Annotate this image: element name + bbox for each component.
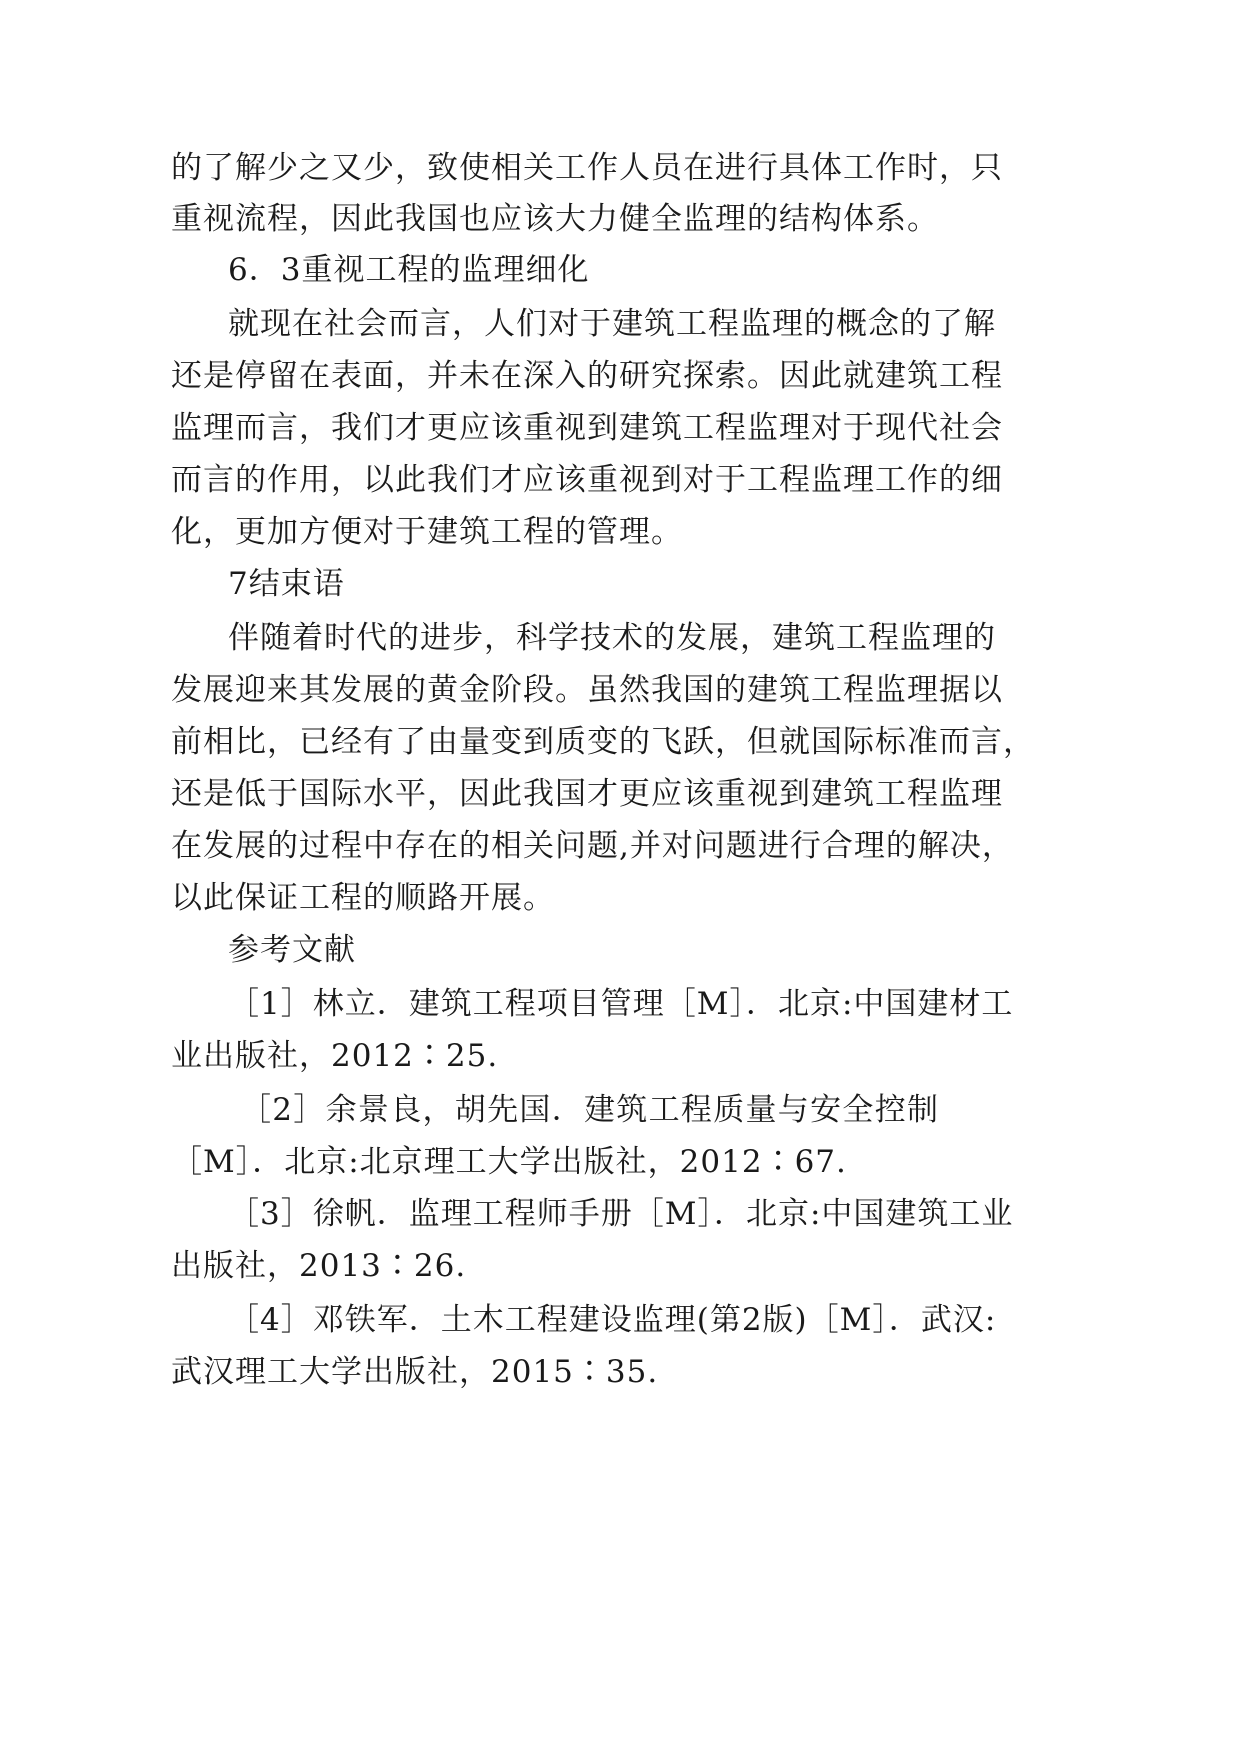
reference-entry-line: ［1］林立．建筑工程项目管理［M］．北京:中国建材工 — [228, 986, 1014, 1022]
body-text-line: 还是停留在表面，并未在深入的研究探索。因此就建筑工程 — [171, 358, 1003, 394]
body-text-line: 化，更加方便对于建筑工程的管理。 — [171, 514, 683, 550]
body-text-line: 重视流程，因此我国也应该大力健全监理的结构体系。 — [171, 201, 939, 237]
body-text-line: 监理而言，我们才更应该重视到建筑工程监理对于现代社会 — [171, 410, 1003, 446]
reference-entry-line: ［M］．北京:北京理工大学出版社，2012∶67. — [171, 1144, 847, 1180]
reference-entry-line: ［3］徐帆．监理工程师手册［M］．北京:中国建筑工业 — [228, 1196, 1014, 1232]
body-text-line: 伴随着时代的进步，科学技术的发展，建筑工程监理的 — [228, 620, 996, 656]
reference-entry-line: 出版社，2013∶26. — [171, 1248, 467, 1284]
body-text-line: 发展迎来其发展的黄金阶段。虽然我国的建筑工程监理据以 — [171, 672, 1003, 708]
section-heading: 6．3重视工程的监理细化 — [228, 252, 590, 288]
reference-entry-line: ［4］邓铁军．土木工程建设监理(第2版)［M］．武汉: — [228, 1302, 997, 1338]
reference-entry-line: 业出版社，2012∶25. — [171, 1038, 499, 1074]
references-heading: 参考文献 — [228, 932, 356, 968]
body-text-line: 而言的作用，以此我们才应该重视到对于工程监理工作的细 — [171, 462, 1003, 498]
body-text-line: 还是低于国际水平，因此我国才更应该重视到建筑工程监理 — [171, 776, 1003, 812]
reference-entry-line: ［2］余景良，胡先国．建筑工程质量与安全控制 — [240, 1092, 939, 1128]
body-text-line: 前相比，已经有了由量变到质变的飞跃，但就国际标准而言， — [171, 724, 1035, 760]
body-text-line: 的了解少之又少，致使相关工作人员在进行具体工作时，只 — [171, 150, 1003, 186]
body-text-line: 就现在社会而言，人们对于建筑工程监理的概念的了解 — [228, 306, 996, 342]
body-text-line: 在发展的过程中存在的相关问题,并对问题进行合理的解决， — [171, 828, 1014, 864]
reference-entry-line: 武汉理工大学出版社，2015∶35. — [171, 1354, 659, 1390]
section-heading: 7结束语 — [228, 566, 345, 602]
body-text-line: 以此保证工程的顺路开展。 — [171, 880, 555, 916]
